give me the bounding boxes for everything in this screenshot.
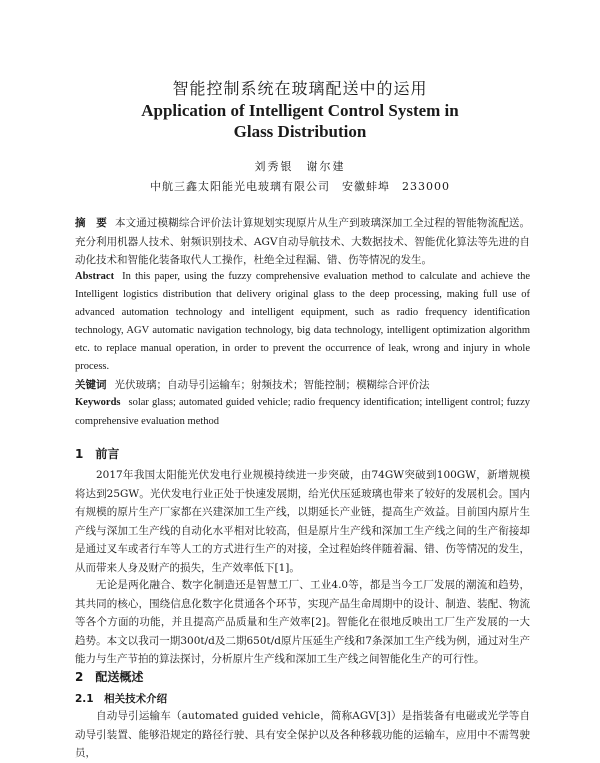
section-2-paragraph-1: 自动导引运输车（automated guided vehicle，简称AGV[3]）是指装备有电磁或光学等自动导引装置、能够沿规定的路径行驶、具有安全保护以及各种移载功能的运输车，应用中不需驾驶员， [75,710,530,759]
authors: 刘秀银 谢尔建 [254,160,346,173]
keywords-en-label: Keywords [75,397,121,408]
abstract-en-label: Abstract [75,271,115,282]
section-1-paragraph-1: 2017年我国太阳能光伏发电行业规模持续进一步突破，由74GW突破到100GW，新增规模将达到25GW。光伏发电行业正处于快速发展期，给光伏压延玻璃也带来了较好的发展机会。国内有规模的原片生产厂家都在兴建深加工生产线，以期延长产业链，提高生产效益。目前国内原片生产线与深加工生产线的自动化水平相对比较高，但是原片生产线和深加工生产线之间的生产衔接却是通过叉车或者行车等人工的方式进行生产的对接，全过程始终伴随着漏、错、伤等情况的发生，从而带来人身及财产的损失，生产效率低下[1]。 [75,469,530,574]
title-chinese: 智能控制系统在玻璃配送中的运用 [172,79,428,98]
keywords-chinese [75,376,530,395]
keywords-en-text: solar glass; automated guided vehicle; radio frequency identification; intelligent control; fuzzy comprehensive evaluation method [75,397,530,427]
abstract-cn-text: 本文通过模糊综合评价法计算规划实现原片从生产到玻璃深加工全过程的智能物流配送。充分利用机器人技术、射频识别技术、AGV自动导航技术、大数据技术、智能优化算法等先进的自动化技术和智能化装备取代人工操作，杜绝全过程漏、错、伤等情况的发生。 [75,217,531,266]
section-1-paragraph-2: 无论是两化融合、数字化制造还是智慧工厂、工业4.0等，都是当今工厂发展的潮流和趋势，其共同的核心，围绕信息化数字化贯通各个环节，实现产品生命周期中的设计、制造、装配、物流等各个方面的功能，并且提高产品质量和生产效率[2]。智能化在很地反映出工厂生产发展的一大趋势。本文以我司一期300t/d及二期650t/d原片压延生产线和7条深加工生产线为例，通过对生产能力与生产节拍的算法探讨，分析原片生产线和深加工生产线之间智能化生产的可行性。 [75,579,530,665]
title-english-line1: Application of Intelligent Control System in [141,101,459,120]
abstract-cn-label: 摘 要 [75,217,107,229]
abstract-chinese [75,214,530,270]
abstract-en-text: In this paper, using the fuzzy comprehensive evaluation method to calculate and achieve the Intelligent logistics distribution that delivery original glass to the deep processing, making full use of advanced automation technology and intelligent equipment, such as radio frequency identification technology, AGV automatic navigation technology, big data technology, intelligent optimization algorithm etc. to replace manual operation, in order to prevent the occurrence of leak, wrong and injury in whole process. [75,271,530,372]
keywords-english [75,394,530,431]
title-english-line2: Glass Distribution [233,122,367,141]
section-2-heading: 2 配送概述 [75,670,144,684]
affiliation: 中航三鑫太阳能光电玻璃有限公司 安徽蚌埠 233000 [150,180,450,193]
section-2-1-heading: 2.1 相关技术介绍 [75,693,168,705]
abstract-english [75,268,530,376]
keywords-cn-label: 关键词 [75,379,107,391]
keywords-cn-text: 光伏玻璃；自动导引运输车；射频技术；智能控制；模糊综合评价法 [114,379,430,391]
section-1-heading: 1 前言 [75,447,120,461]
